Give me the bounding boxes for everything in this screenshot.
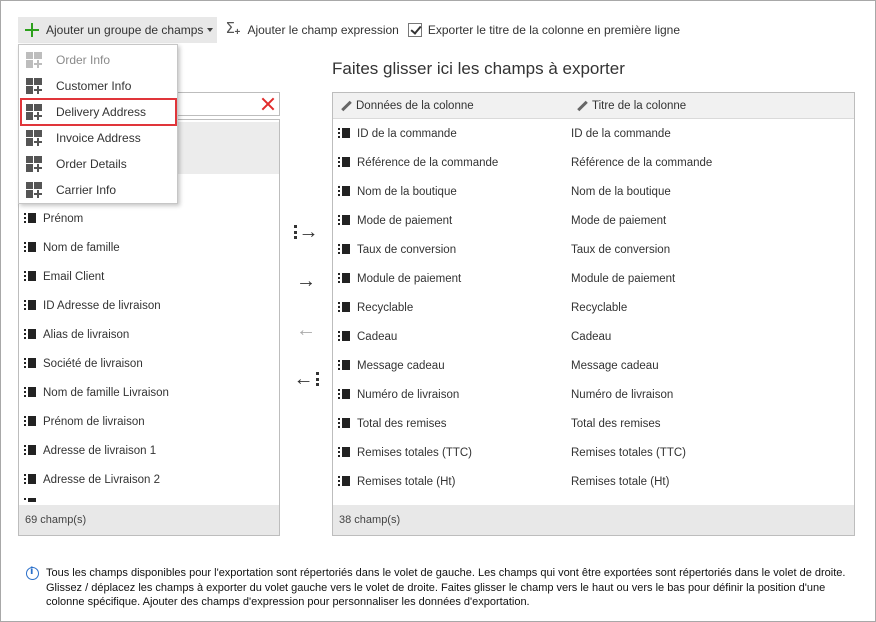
field-icon [24,387,36,399]
column-data: Remises totales (TTC) [357,447,473,459]
field-label: Société de livraison [43,358,143,370]
column-data: Total des remises [357,418,447,430]
available-fields-count: 69 champ(s) [19,505,279,535]
field-label: Nom de famille [43,242,120,254]
header-column-title[interactable] [577,93,686,119]
sigma-plus-icon: Σ + [225,19,241,38]
menu-item-label: Delivery Address [56,105,147,119]
pencil-icon [341,101,351,111]
field-icon [338,447,350,459]
header-column-data[interactable] [341,93,474,119]
add-field-group-button[interactable] [18,17,217,43]
field-icon [338,418,350,430]
field-label: Prénom de livraison [43,416,145,428]
add-field-group-label: Ajouter un groupe de champs [46,23,204,37]
field-row[interactable] [19,206,279,232]
column-title[interactable]: Référence de la commande [571,157,713,169]
field-label: Alias de livraison [43,329,130,341]
info-note [26,566,846,610]
field-label: ID Adresse de livraison [43,300,161,312]
column-title[interactable]: Recyclable [571,302,628,314]
plus-icon [25,23,39,37]
dots-icon [316,372,319,386]
column-data: Nom de la boutique [357,186,457,198]
field-row[interactable] [19,293,279,319]
field-icon [338,273,350,285]
field-label: Prénom [43,213,84,225]
column-title[interactable]: Nom de la boutique [571,186,671,198]
export-row[interactable] [333,324,854,350]
field-icon [338,215,350,227]
export-title-label: Exporter le titre de la colonne en première ligne [427,23,680,37]
toolbar [18,17,684,43]
field-icon [24,474,36,486]
move-all-left-button[interactable] [293,368,319,390]
field-row[interactable] [19,235,279,261]
menu-item-order-details[interactable] [19,151,177,177]
export-fields-count: 38 champ(s) [333,505,854,535]
export-row[interactable] [333,440,854,466]
menu-item-label: Invoice Address [56,131,141,145]
column-data: Recyclable [357,302,414,314]
export-row[interactable] [333,266,854,292]
field-row[interactable] [19,322,279,348]
caret-down-icon [207,28,213,32]
field-icon [24,445,36,457]
export-title-checkbox[interactable] [408,23,422,37]
move-all-right-icon: → [298,221,319,243]
move-all-right-button[interactable] [293,221,319,243]
export-row[interactable] [333,150,854,176]
export-row[interactable] [333,411,854,437]
column-title[interactable]: Taux de conversion [571,244,671,256]
column-data: Mode de paiement [357,215,453,227]
field-group-icon [26,130,42,146]
field-icon [24,416,36,428]
field-group-icon [26,104,42,120]
menu-item-carrier-info[interactable] [19,177,177,203]
menu-item-invoice-address[interactable] [19,125,177,151]
right-panel-title: Faites glisser ici les champs à exporter [332,59,625,78]
field-icon [338,389,350,401]
column-data: Numéro de livraison [357,389,460,401]
column-title[interactable]: Module de paiement [571,273,676,285]
clear-search-icon[interactable] [261,97,275,111]
move-right-button[interactable] [293,270,319,292]
dots-icon [294,225,297,239]
menu-item-label: Order Details [56,157,127,171]
menu-item-label: Order Info [56,53,111,67]
field-icon [338,244,350,256]
column-title[interactable]: Numéro de livraison [571,389,674,401]
column-title[interactable]: Remises totale (Ht) [571,476,670,488]
field-icon [24,242,36,254]
field-icon [338,186,350,198]
column-title[interactable]: Message cadeau [571,360,659,372]
field-icon [338,128,350,140]
header-column-title-label: Titre de la colonne [592,100,687,112]
field-icon [24,329,36,341]
export-row[interactable] [333,121,854,147]
field-icon [338,331,350,343]
export-row[interactable] [333,208,854,234]
menu-item-customer-info[interactable] [19,73,177,99]
header-column-data-label: Données de la colonne [356,100,474,112]
field-group-icon [26,156,42,172]
export-title-option[interactable] [404,17,684,43]
field-icon [338,476,350,488]
field-row[interactable] [19,438,279,464]
column-title[interactable]: Remises totales (TTC) [571,447,687,459]
export-row[interactable] [333,237,854,263]
field-row[interactable] [19,380,279,406]
field-icon [338,302,350,314]
field-label: Email Client [43,271,105,283]
column-title[interactable]: Mode de paiement [571,215,667,227]
column-data: Message cadeau [357,360,445,372]
field-row[interactable] [19,409,279,435]
field-icon [24,271,36,283]
column-data: Remises totale (Ht) [357,476,456,488]
move-all-left-icon: ← [293,368,314,390]
column-title[interactable]: Total des remises [571,418,661,430]
export-fields-panel [332,92,855,536]
export-row[interactable] [333,353,854,379]
menu-item-label: Customer Info [56,79,132,93]
field-row[interactable] [19,467,279,493]
column-data: Cadeau [357,331,398,343]
export-row[interactable] [333,469,854,495]
field-group-icon [26,78,42,94]
field-icon [338,360,350,372]
export-row[interactable] [333,179,854,205]
field-icon [24,300,36,312]
export-row[interactable] [333,382,854,408]
menu-item-order-info[interactable] [19,47,177,73]
field-label: Adresse de livraison 1 [43,445,157,457]
field-icon [24,213,36,225]
export-row[interactable] [333,295,854,321]
export-columns-header [333,93,854,119]
field-label: Adresse de Livraison 2 [43,474,160,486]
field-icon [24,358,36,370]
field-row[interactable] [19,351,279,377]
info-icon [26,567,39,580]
add-expression-field-button[interactable] [219,17,402,43]
arrow-left-icon: ← [296,319,316,341]
column-data: Taux de conversion [357,244,457,256]
arrow-right-icon: → [296,270,316,292]
menu-item-label: Carrier Info [56,183,117,197]
info-text: Tous les champs disponibles pour l'exportation sont répertoriés dans le volet de gauche. Les champs qui vont être exportées sont répertoriés dans le volet de droite. Glissez / déplacez les champs à exporter du volet gauche vers le volet de droite. Faites glisser le champ vers le haut ou vers le bas pour définir la position d'une colonne spécifique. Ajouter des champs d'expression pour personnaliser les données d'exportation. [46,567,846,608]
column-title[interactable]: ID de la commande [571,128,671,140]
move-left-button[interactable] [293,319,319,341]
field-group-icon [26,52,42,68]
field-group-icon [26,182,42,198]
field-label: Nom de famille Livraison [43,387,169,399]
column-data: ID de la commande [357,128,457,140]
column-data: Référence de la commande [357,157,499,169]
menu-item-delivery-address[interactable] [19,99,177,125]
field-icon [338,157,350,169]
pencil-icon [577,101,587,111]
add-expression-field-label: Ajouter le champ expression [247,23,399,37]
field-row[interactable] [19,264,279,290]
column-data: Module de paiement [357,273,462,285]
field-group-dropdown-menu [18,44,178,204]
column-title[interactable]: Cadeau [571,331,612,343]
